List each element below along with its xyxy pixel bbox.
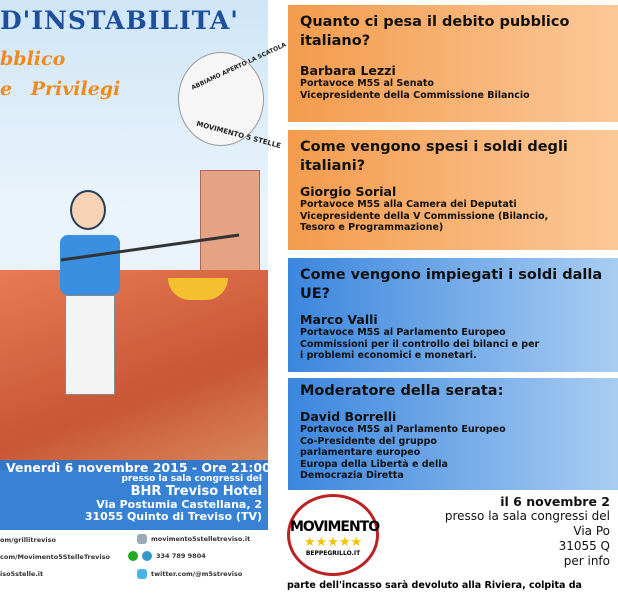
poster-subtitle-2: e Privilegi [0, 78, 121, 100]
speaker-name: David Borrelli [300, 409, 397, 424]
speaker-name: Marco Valli [300, 312, 378, 327]
event-line: per info [563, 554, 610, 568]
movimento-5-stelle-logo [287, 494, 379, 576]
event-info-box [0, 460, 271, 530]
event-line: presso la sala congressi del [444, 509, 610, 523]
facebook-link[interactable]: om/grillitreviso [0, 536, 56, 544]
speaker-role: Vicepresidente della Commissione Bilancio [300, 89, 530, 101]
event-hotel: BHR Treviso Hotel [130, 483, 262, 499]
speaker-role: Portavoce M5S al Parlamento Europeo [300, 424, 506, 435]
speaker-role: Co-Presidente del gruppo [300, 435, 437, 447]
panel-debito [288, 5, 618, 122]
logo-stars: ★★★★★ [303, 535, 363, 550]
event-street: Via Postumia Castellana, 2 [96, 497, 262, 511]
speaker-name: Giorgio Sorial [300, 184, 397, 199]
speaker-role: parlamentare europeo [300, 447, 421, 458]
logo-site: BEPPEGRILLO.IT [305, 550, 361, 557]
panel-moderatore [288, 378, 618, 490]
event-line: 31055 Q [558, 539, 610, 553]
event-details [400, 494, 610, 569]
twitter-icon [137, 569, 147, 579]
rooftops-illustration [0, 270, 268, 470]
event-date-right: il 6 novembre 2 [500, 494, 610, 509]
panel-spesa [288, 130, 618, 250]
event-place-intro: presso la sala congressi del [121, 473, 262, 484]
globe-icon [137, 534, 147, 544]
tightrope-walker-illustration [60, 190, 120, 410]
panel-question: Come vengono impiegati i soldi dalla UE? [300, 267, 603, 302]
twitter-link[interactable]: twitter.com/@m5streviso [151, 570, 243, 578]
panel-question: Moderatore della serata: [300, 383, 504, 399]
speaker-role: Portavoce M5S alla Camera dei Deputati [300, 199, 517, 210]
whatsapp-icon [128, 551, 138, 561]
panel-ue [288, 258, 618, 372]
speaker-role: Portavoce M5S al Parlamento Europeo [300, 327, 506, 338]
badge-bottom-text: MOVIMENTO 5 STELLE [195, 119, 282, 151]
website-link[interactable]: iso5stelle.it [0, 570, 44, 578]
speaker-role: Commissioni per il controllo dei bilanci e per [300, 338, 540, 350]
event-date: Venerdì 6 novembre 2015 - Ore 21:00 [6, 460, 271, 475]
facebook-page-link[interactable]: com/Movimento5StelleTreviso [0, 553, 110, 561]
panel-question: Come vengono spesi i soldi degli italiani? [300, 139, 568, 174]
phone-number: 334 789 9804 [156, 552, 206, 560]
poster-title: D'INSTABILITA' [0, 6, 239, 35]
badge-logo [178, 41, 288, 151]
poster-subtitle-1: bblico [0, 48, 66, 70]
logo-word: MOVIMENTO [290, 519, 380, 535]
speaker-role: Portavoce M5S al Senato [300, 78, 434, 89]
footer-note: parte dell'incasso sarà devoluto alla Riviera, colpita da [287, 580, 582, 591]
speaker-role: Democrazia Diretta [300, 470, 404, 481]
event-city: 31055 Quinto di Treviso (TV) [84, 510, 262, 524]
panel-question: Quanto ci pesa il debito pubblico italiano? [300, 14, 570, 49]
event-poster [0, 0, 288, 530]
speaker-role: Europa della Libertà e della [300, 458, 448, 470]
site-link[interactable]: movimento5stelletreviso.it [151, 535, 251, 543]
telegram-icon [142, 551, 152, 561]
speaker-role: Vicepresidente della V Commissione (Bilancio, [300, 210, 549, 222]
speaker-name: Barbara Lezzi [300, 63, 396, 78]
speaker-role: i problemi economici e monetari. [300, 350, 477, 361]
speaker-role: Tesoro e Programmazione) [300, 222, 444, 233]
event-line: Via Po [573, 524, 610, 538]
badge-top-text: ABBIAMO APERTO LA SCATOLA [190, 41, 288, 92]
